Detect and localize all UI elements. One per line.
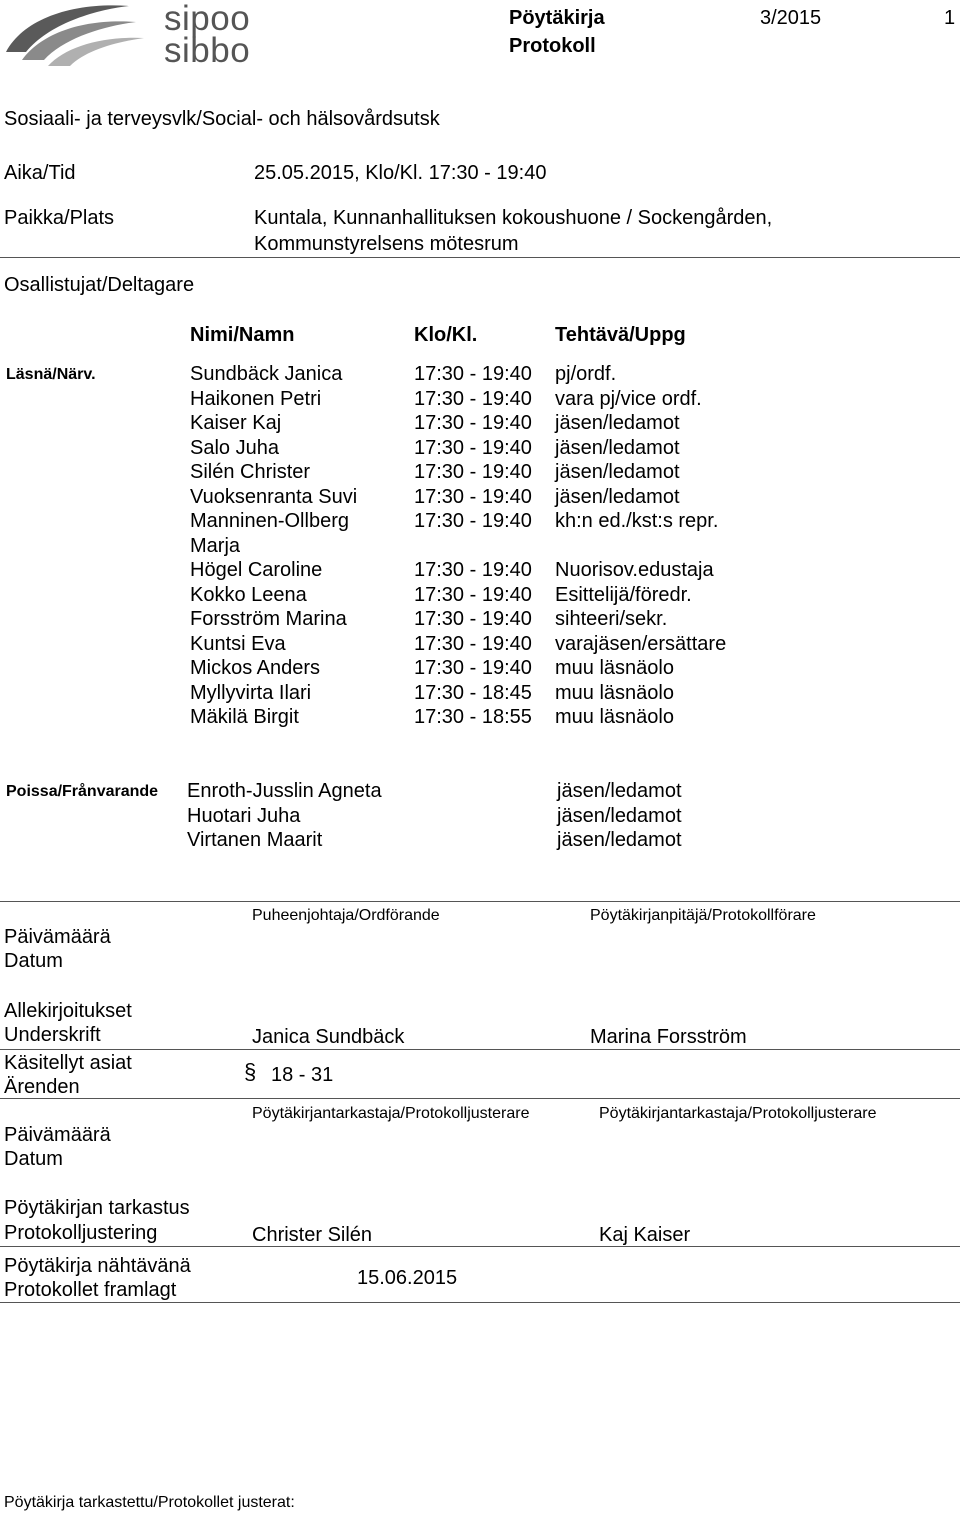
adjuster-title-1: Pöytäkirjantarkastaja/Protokolljusterare xyxy=(252,1105,530,1122)
time-label: Aika/Tid xyxy=(4,162,76,184)
absentee-role: jäsen/ledamot xyxy=(557,780,682,802)
column-header-time: Klo/Kl. xyxy=(414,324,478,346)
absentee-name: Huotari Juha xyxy=(187,805,301,827)
items-label-sv: Ärenden xyxy=(4,1076,80,1098)
attendee-time: 17:30 - 19:40 xyxy=(414,437,532,459)
review-label-sv: Protokolljustering xyxy=(4,1222,158,1244)
committee-name: Sosiaali- ja terveysvlk/Social- och hälsovårdsutsk xyxy=(4,108,440,130)
attendee-role: pj/ordf. xyxy=(555,363,617,385)
attendee-time: 17:30 - 19:40 xyxy=(414,584,532,606)
attendee-role: jäsen/ledamot xyxy=(555,437,680,459)
attendee-role: kh:n ed./kst:s repr. xyxy=(555,510,719,532)
secretary-name: Marina Forsström xyxy=(590,1026,747,1048)
attendee-name: Salo Juha xyxy=(190,437,279,459)
section-sign-icon: § xyxy=(244,1059,257,1084)
attendee-time: 17:30 - 19:40 xyxy=(414,657,532,679)
divider xyxy=(0,1246,960,1247)
attendee-role: jäsen/ledamot xyxy=(555,461,680,483)
divider xyxy=(0,1302,960,1303)
attendee-time: 17:30 - 18:55 xyxy=(414,706,532,728)
absentee-role: jäsen/ledamot xyxy=(557,829,682,851)
review-label-fi: Pöytäkirjan tarkastus xyxy=(4,1197,190,1219)
signatures-label-sv: Underskrift xyxy=(4,1024,101,1046)
date-label-sv-2: Datum xyxy=(4,1148,63,1170)
attendee-time: 17:30 - 19:40 xyxy=(414,608,532,630)
logo-text-sibbo: sibbo xyxy=(164,31,251,70)
displayed-label-sv: Protokollet framlagt xyxy=(4,1279,177,1301)
absent-label: Poissa/Frånvarande xyxy=(6,783,159,800)
attendee-name: Sundbäck Janica xyxy=(190,363,343,385)
swoosh-logo-icon xyxy=(4,0,154,70)
adjuster-title-2: Pöytäkirjantarkastaja/Protokolljusterare xyxy=(599,1105,877,1122)
divider xyxy=(0,1098,960,1099)
doc-type-fi: Pöytäkirja xyxy=(509,7,605,29)
attendee-time: 17:30 - 19:40 xyxy=(414,559,532,581)
attendee-time: 17:30 - 19:40 xyxy=(414,633,532,655)
date-label-sv: Datum xyxy=(4,950,63,972)
items-value: 18 - 31 xyxy=(271,1064,334,1086)
attendee-role: muu läsnäolo xyxy=(555,657,674,679)
adjuster-name-1: Christer Silén xyxy=(252,1224,373,1246)
time-value: 25.05.2015, Klo/Kl. 17:30 - 19:40 xyxy=(254,162,547,184)
secretary-title: Pöytäkirjanpitäjä/Protokollförare xyxy=(590,907,816,924)
place-label: Paikka/Plats xyxy=(4,207,115,229)
attendee-time: 17:30 - 18:45 xyxy=(414,682,532,704)
attendee-role: jäsen/ledamot xyxy=(555,486,680,508)
chair-title: Puheenjohtaja/Ordförande xyxy=(252,907,440,924)
logo-text-sipoo: sipoo xyxy=(164,0,251,38)
attendee-time: 17:30 - 19:40 xyxy=(414,461,532,483)
present-label: Läsnä/Närv. xyxy=(6,366,96,383)
attendee-name: Haikonen Petri xyxy=(190,388,322,410)
date-label-fi-2: Päivämäärä xyxy=(4,1124,111,1146)
attendee-role: jäsen/ledamot xyxy=(555,412,680,434)
absentee-name: Virtanen Maarit xyxy=(187,829,323,851)
absentee-name: Enroth-Jusslin Agneta xyxy=(187,780,382,802)
items-label-fi: Käsitellyt asiat xyxy=(4,1052,132,1074)
attendee-role: varajäsen/ersättare xyxy=(555,633,727,655)
attendee-time: 17:30 - 19:40 xyxy=(414,388,532,410)
divider xyxy=(0,1049,960,1050)
attendee-name: Kokko Leena xyxy=(190,584,307,606)
attendee-name: Myllyvirta Ilari xyxy=(190,682,312,704)
attendee-name: Högel Caroline xyxy=(190,559,323,581)
divider xyxy=(0,257,960,258)
doc-number: 3/2015 xyxy=(760,7,822,29)
signatures-label-fi: Allekirjoitukset xyxy=(4,1000,132,1022)
attendee-role: muu läsnäolo xyxy=(555,682,674,704)
page-number: 1 xyxy=(944,7,956,29)
attendee-name: Vuoksenranta Suvi xyxy=(190,486,358,508)
attendee-name: Kaiser Kaj xyxy=(190,412,282,434)
displayed-date: 15.06.2015 xyxy=(357,1267,458,1289)
date-label-fi: Päivämäärä xyxy=(4,926,111,948)
attendee-role: Esittelijä/föredr. xyxy=(555,584,692,606)
column-header-role: Tehtävä/Uppg xyxy=(555,324,686,346)
attendee-name: Kuntsi Eva xyxy=(190,633,286,655)
attendee-time: 17:30 - 19:40 xyxy=(414,486,532,508)
place-value-line2: Kommunstyrelsens mötesrum xyxy=(254,233,519,255)
checked-label: Pöytäkirja tarkastettu/Protokollet justerat: xyxy=(4,1494,295,1511)
place-value-line1: Kuntala, Kunnanhallituksen kokoushuone / Sockengården, xyxy=(254,207,773,229)
chair-name: Janica Sundbäck xyxy=(252,1026,405,1048)
absentee-role: jäsen/ledamot xyxy=(557,805,682,827)
attendee-name: Manninen-Ollberg xyxy=(190,510,349,532)
attendee-time: 17:30 - 19:40 xyxy=(414,412,532,434)
doc-type-sv: Protokoll xyxy=(509,35,596,57)
divider xyxy=(0,901,960,902)
sipoo-sibbo-logo xyxy=(4,0,254,70)
attendee-name: Silén Christer xyxy=(190,461,311,483)
attendee-time: 17:30 - 19:40 xyxy=(414,363,532,385)
attendee-role: Nuorisov.edustaja xyxy=(555,559,714,581)
attendee-role: vara pj/vice ordf. xyxy=(555,388,702,410)
participants-label: Osallistujat/Deltagare xyxy=(4,274,195,296)
attendee-name: Mickos Anders xyxy=(190,657,321,679)
attendee-time: 17:30 - 19:40 xyxy=(414,510,532,532)
adjuster-name-2: Kaj Kaiser xyxy=(599,1224,691,1246)
attendee-role: muu läsnäolo xyxy=(555,706,674,728)
attendee-name-continued: Marja xyxy=(190,535,241,557)
attendee-name: Mäkilä Birgit xyxy=(190,706,299,728)
attendee-role: sihteeri/sekr. xyxy=(555,608,668,630)
attendee-name: Forsström Marina xyxy=(190,608,347,630)
column-header-name: Nimi/Namn xyxy=(190,324,295,346)
displayed-label-fi: Pöytäkirja nähtävänä xyxy=(4,1255,191,1277)
